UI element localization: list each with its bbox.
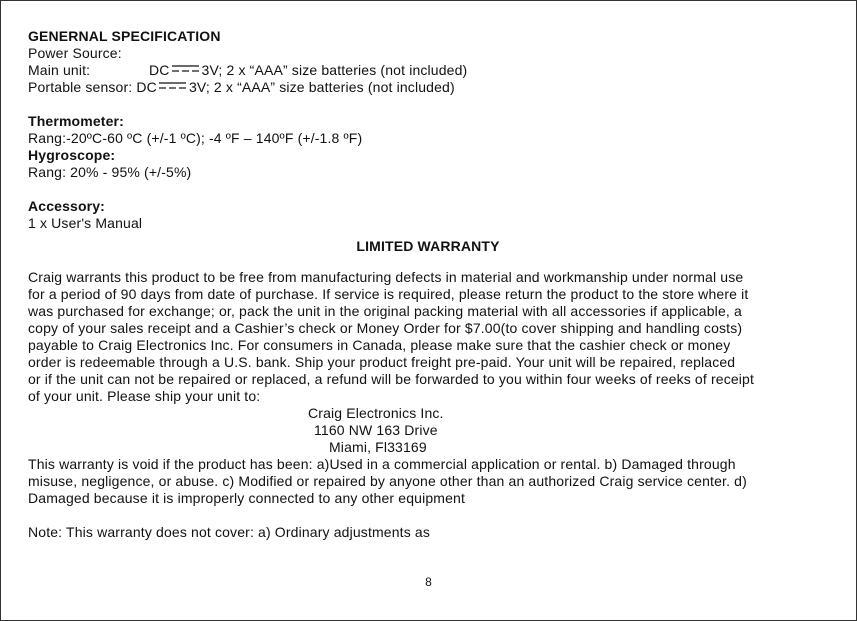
portable-sensor-row bbox=[28, 79, 828, 96]
accessory-heading: Accessory: bbox=[28, 198, 105, 214]
portable-sensor-value: 3V; 2 x “AAA” size batteries (not included) bbox=[188, 79, 455, 95]
void-line: This warranty is void if the product has been: a)Used in a commercial application or rental. b) Damaged through bbox=[28, 456, 736, 472]
spec-title: GENERNAL SPECIFICATION bbox=[28, 28, 221, 44]
main-unit-row bbox=[28, 62, 828, 79]
page-number: 8 bbox=[425, 575, 432, 589]
void-line: Damaged because it is improperly connected to any other equipment bbox=[28, 490, 465, 506]
power-source-label: Power Source: bbox=[28, 45, 122, 61]
warranty-line: of your unit. Please ship your unit to: bbox=[28, 388, 261, 404]
spacer bbox=[28, 181, 828, 198]
portable-sensor-dc: DC bbox=[136, 79, 157, 95]
spacer bbox=[28, 507, 828, 524]
warranty-line: was purchased for exchange; or, pack the unit in the original packing material with all accessories if applicable, a bbox=[28, 303, 742, 319]
void-line: misuse, negligence, or abuse. c) Modified or repaired by anyone other than an authorized Craig service center. d) bbox=[28, 473, 747, 489]
portable-sensor-label: Portable sensor: bbox=[28, 79, 133, 95]
warranty-line: for a period of 90 days from date of purchase. If service is required, please return the product to the store where it bbox=[28, 286, 749, 302]
address-street: 1160 NW 163 Drive bbox=[314, 422, 438, 438]
main-unit-dc: DC bbox=[149, 62, 170, 78]
hygroscope-heading: Hygroscope: bbox=[28, 147, 116, 163]
main-unit-value: 3V; 2 x “AAA” size batteries (not included) bbox=[201, 62, 468, 78]
warranty-line: Craig warrants this product to be free from manufacturing defects in material and workmanship under normal use bbox=[28, 269, 744, 285]
warranty-line: payable to Craig Electronics Inc. For consumers in Canada, please make sure that the cashier check or money bbox=[28, 337, 731, 353]
thermometer-range: Rang:-20ºC-60 ºC (+/-1 ºC); -4 ºF – 140ºF (+/-1.8 ºF) bbox=[28, 130, 363, 146]
dc-symbol-icon bbox=[172, 64, 199, 74]
hygroscope-range: Rang: 20% - 95% (+/-5%) bbox=[28, 164, 192, 180]
address-company: Craig Electronics Inc. bbox=[308, 405, 444, 421]
accessory-item: 1 x User's Manual bbox=[28, 215, 143, 231]
thermometer-heading: Thermometer: bbox=[28, 113, 124, 129]
warranty-paragraph bbox=[28, 269, 828, 405]
warranty-line: order is redeemable through a U.S. bank. Ship your product freight pre-paid. Your unit will be repaired, replaced bbox=[28, 354, 736, 370]
warranty-line: copy of your sales receipt and a Cashier’s check or Money Order for $7.00(to cover shipping and handling costs) bbox=[28, 320, 743, 336]
document-body bbox=[28, 28, 828, 541]
warranty-title: LIMITED WARRANTY bbox=[356, 238, 500, 254]
spacer bbox=[28, 255, 828, 269]
dc-symbol-icon bbox=[159, 81, 186, 91]
warranty-line: or if the unit can not be repaired or replaced, a refund will be forwarded to you within four weeks of reeks of receipt bbox=[28, 371, 755, 387]
warranty-note: Note: This warranty does not cover: a) Ordinary adjustments as bbox=[28, 524, 430, 540]
address-city: Miami, Fl33169 bbox=[329, 439, 427, 455]
void-paragraph bbox=[28, 456, 828, 507]
shipping-address bbox=[28, 405, 828, 456]
main-unit-label: Main unit: bbox=[28, 62, 91, 78]
spacer bbox=[28, 96, 828, 113]
